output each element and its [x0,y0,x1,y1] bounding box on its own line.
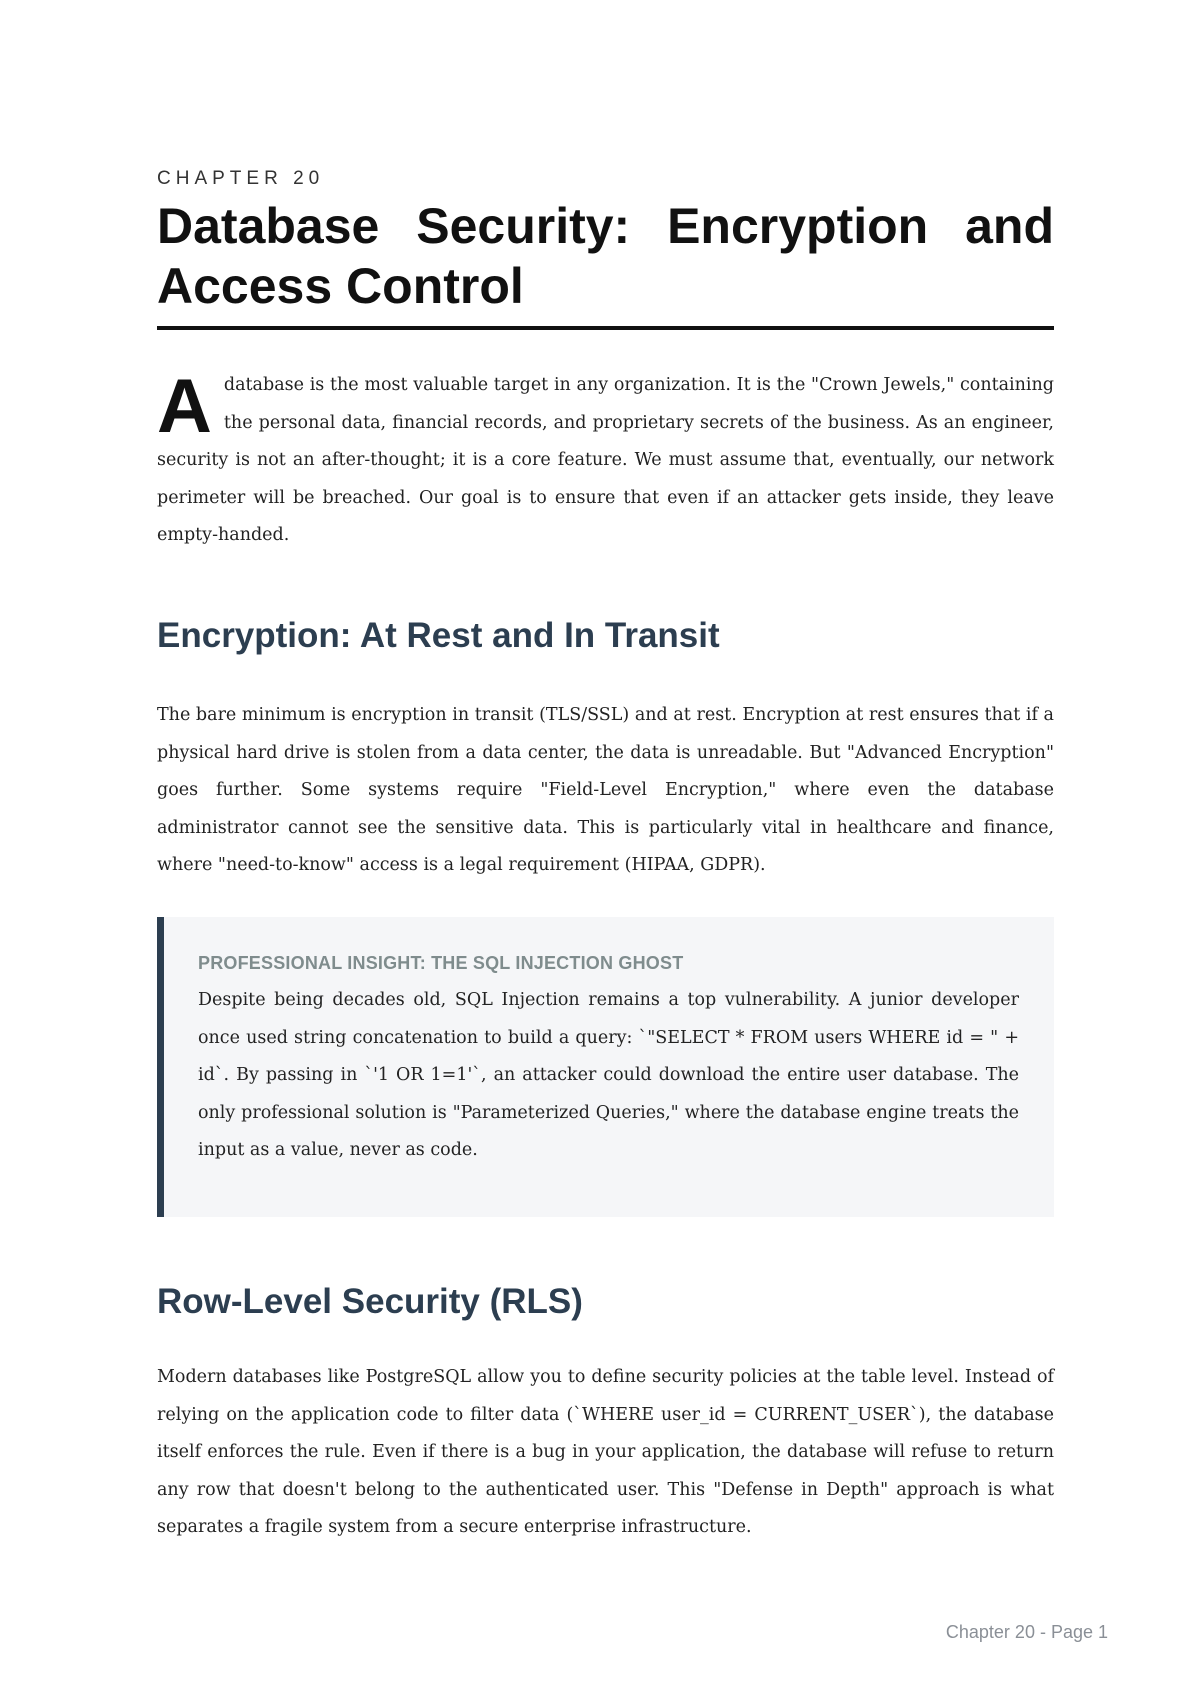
chapter-label: CHAPTER 20 [157,168,325,189]
page-number-footer: Chapter 20 - Page 1 [945,1622,1108,1642]
rls-paragraph: Modern databases like PostgreSQL allow you to define security policies at the table level. Instead of relying on the application code to filter data (`WHERE user_id = CURRENT_USER`), the database itself enforces the rule. Even if there is a bug in your application, the database will refuse to return any row that doesn't belong to the authenticated user. This "Defense in Depth" approach is what separates a fragile system from a secure enterprise infrastructure. [157,1367,1054,1537]
section-heading-encryption: Encryption: At Rest and In Transit [157,616,720,655]
section-heading-rls: Row-Level Security (RLS) [157,1282,583,1321]
insight-label: PROFESSIONAL INSIGHT: THE SQL INJECTION GHOST [198,953,684,973]
insight-text: Despite being decades old, SQL Injection remains a top vulnerability. A junior developer once used string concatenation to build a query: `"SELECT * FROM users WHERE id = " + id`. By passing in `'1 OR 1=1'`, an attacker could download the entire user database. The only professional solution is "Parameterized Queries," where the database engine treats the input as a value, never as code. [198,990,1019,1160]
title-divider [157,326,1054,330]
intro-paragraph [157,364,1054,555]
intro-text: database is the most valuable target in any organization. It is the "Crown Jewels," containing the personal data, financial records, and proprietary secrets of the business. As an engineer, security is not an after-thought; it is a core feature. We must assume that, eventually, our network perimeter will be breached. Our goal is to ensure that even if an attacker gets inside, they leave empty-handed. [157,375,1054,545]
drop-cap: A [157,364,212,449]
chapter-title: Database Security: Encryption and Access Control [157,198,1054,314]
encryption-paragraph: The bare minimum is encryption in transit (TLS/SSL) and at rest. Encryption at rest ensures that if a physical hard drive is stolen from a data center, the data is unreadable. But "Advanced Encryption" goes further. Some systems require "Field-Level Encryption," where even the database administrator cannot see the sensitive data. This is particularly vital in healthcare and finance, where "need-to-know" access is a legal requirement (HIPAA, GDPR). [157,705,1054,875]
professional-insight-callout [157,917,1054,1217]
